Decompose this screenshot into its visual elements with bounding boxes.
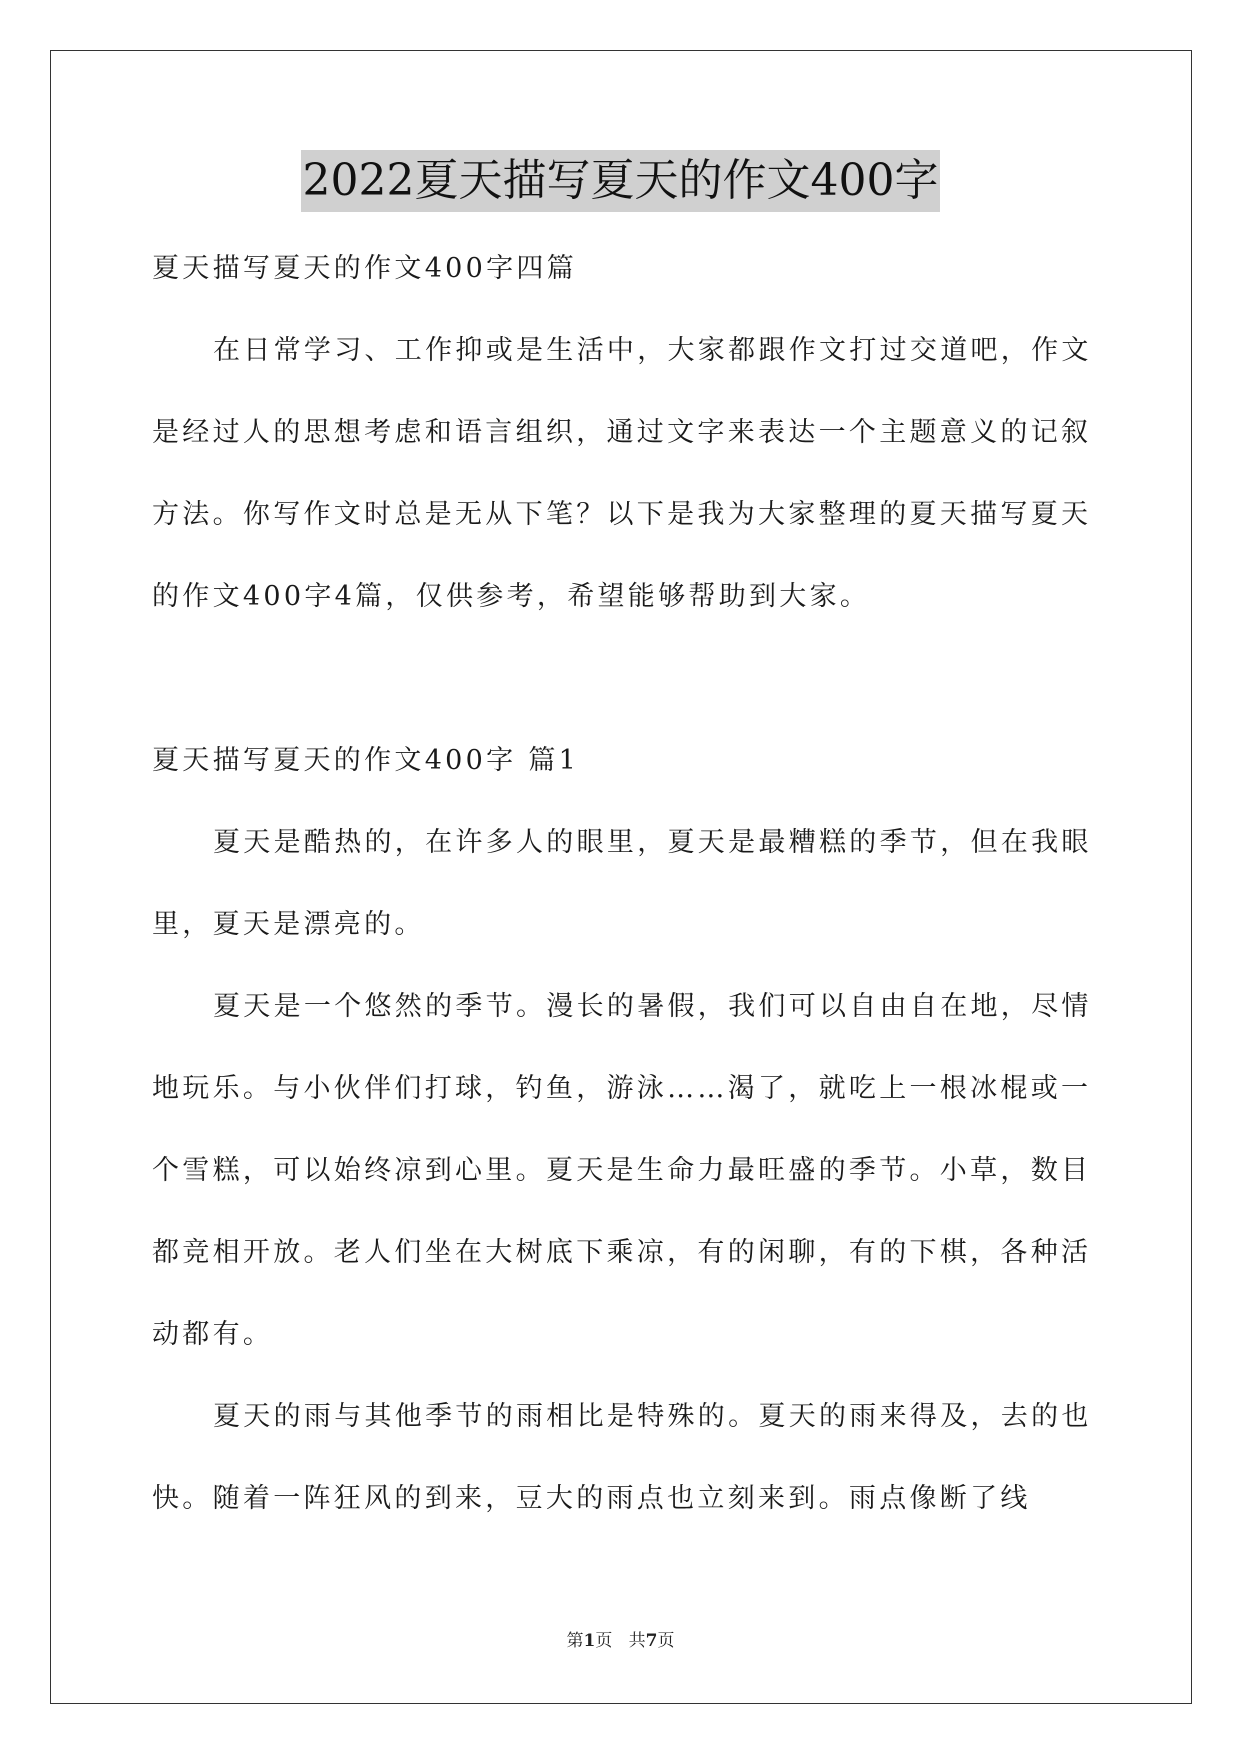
section-heading: 夏天描写夏天的作文400字 篇1: [152, 745, 580, 776]
body-paragraph-1: 夏天是酷热的，在许多人的眼里，夏天是最糟糕的季节，但在我眼里，夏天是漂亮的。: [152, 827, 1092, 940]
total-prefix: 共: [628, 1631, 646, 1651]
intro-paragraph: 在日常学习、工作抑或是生活中，大家都跟作文打过交道吧，作文是经过人的思想考虑和语言组织，通过文字来表达一个主题意义的记叙方法。你写作文时总是无从下笔？以下是我为大家整理的夏天描写夏天的作文400字4篇，仅供参考，希望能够帮助到大家。: [152, 335, 1092, 612]
page-footer: [0, 1626, 1241, 1651]
title-container: [0, 150, 1241, 212]
page-number: 1: [583, 1631, 596, 1651]
total-suffix: 页: [657, 1631, 675, 1651]
page-prefix: 第: [566, 1631, 584, 1651]
document-body: [152, 228, 1096, 1540]
page-suffix: 页: [595, 1631, 613, 1651]
body-paragraph-3: 夏天的雨与其他季节的雨相比是特殊的。夏天的雨来得及，去的也快。随着一阵狂风的到来，豆大的雨点也立刻来到。雨点像断了线: [152, 1401, 1092, 1514]
body-paragraph-2: 夏天是一个悠然的季节。漫长的暑假，我们可以自由自在地，尽情地玩乐。与小伙伴们打球，钓鱼，游泳……渴了，就吃上一根冰棍或一个雪糕，可以始终凉到心里。夏天是生命力最旺盛的季节。小草，数目都竞相开放。老人们坐在大树底下乘凉，有的闲聊，有的下棋，各种活动都有。: [152, 991, 1092, 1350]
document-title: 2022夏天描写夏天的作文400字: [301, 150, 941, 212]
document-subtitle: 夏天描写夏天的作文400字四篇: [152, 253, 578, 284]
total-pages: 7: [645, 1631, 658, 1651]
